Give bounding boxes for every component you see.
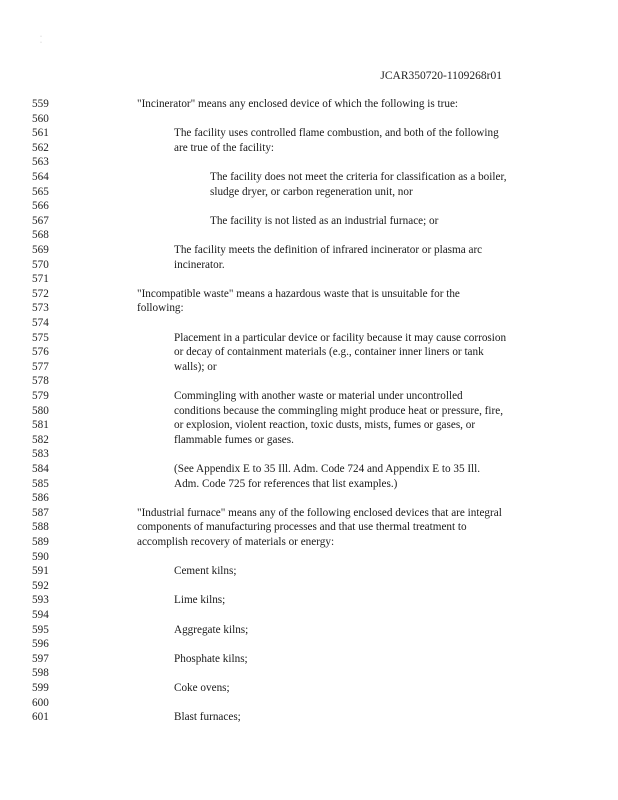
line-text: Lime kilns;: [174, 594, 226, 607]
line-number: 578: [32, 375, 49, 388]
text-line: [0, 214, 618, 229]
text-line: [0, 331, 618, 346]
text-line: [0, 155, 618, 170]
line-number: 574: [32, 317, 49, 329]
line-number: 571: [32, 273, 49, 286]
line-text: Coke ovens;: [174, 682, 230, 694]
line-text: Commingling with another waste or material under uncontrolled: [174, 390, 463, 402]
line-text: The facility is not listed as an industrial furnace; or: [210, 214, 439, 227]
line-text: "Incinerator" means any enclosed device of which the following is true:: [137, 98, 459, 110]
text-line: [0, 652, 618, 667]
line-number: 567: [32, 214, 49, 227]
text-line: [0, 418, 618, 433]
line-number: 563: [32, 156, 49, 169]
line-number: 586: [32, 492, 49, 505]
line-number: 595: [32, 623, 49, 636]
line-text: "Industrial furnace" means any of the following enclosed devices that are integral: [137, 506, 502, 519]
text-line: [0, 170, 618, 185]
line-text: "Incompatible waste" means a hazardous waste that is unsuitable for the: [137, 287, 460, 300]
line-number: 590: [32, 550, 49, 563]
line-number: 591: [32, 565, 49, 578]
line-number: 575: [32, 331, 49, 344]
line-number: 564: [32, 171, 49, 183]
line-number: 560: [32, 112, 49, 125]
line-text: flammable fumes or gases.: [174, 433, 294, 446]
line-number: 598: [32, 667, 49, 680]
text-line: [0, 316, 618, 331]
text-line: [0, 228, 618, 243]
text-line: [0, 637, 618, 652]
text-line: [0, 666, 618, 681]
line-number: 580: [32, 404, 49, 417]
line-text: incinerator.: [174, 258, 225, 271]
line-number: 597: [32, 652, 49, 665]
text-line: [0, 447, 618, 462]
text-line: [0, 491, 618, 506]
line-number: 572: [32, 287, 49, 300]
line-number: 588: [32, 521, 49, 534]
text-line: [0, 126, 618, 141]
text-line: [0, 301, 618, 316]
line-text: following:: [137, 302, 184, 315]
line-text: Aggregate kilns;: [174, 623, 249, 636]
text-line: [0, 520, 618, 535]
line-text: Phosphate kilns;: [174, 652, 248, 665]
line-number: 579: [32, 390, 49, 402]
line-number: 566: [32, 200, 49, 213]
line-number: 559: [32, 98, 49, 110]
text-line: [0, 535, 618, 550]
text-line: [0, 345, 618, 360]
text-line: [0, 696, 618, 711]
text-line: [0, 550, 618, 565]
line-number: 573: [32, 302, 49, 315]
line-number: 582: [32, 433, 49, 446]
line-number: 561: [32, 127, 49, 140]
text-line: [0, 97, 618, 112]
line-number: 584: [32, 463, 49, 475]
document-id: JCAR350720-1109268r01: [380, 70, 502, 82]
text-line: [0, 243, 618, 258]
text-line: [0, 462, 618, 477]
line-number: 599: [32, 682, 49, 694]
line-number: 585: [32, 477, 49, 490]
line-number: 569: [32, 244, 49, 256]
text-line: [0, 477, 618, 492]
text-line: [0, 112, 618, 127]
line-number: 594: [32, 609, 49, 621]
line-number: 568: [32, 229, 49, 242]
text-line: [0, 374, 618, 389]
text-line: [0, 287, 618, 302]
text-line: [0, 623, 618, 638]
line-text: Placement in a particular device or facility because it may cause corrosion: [174, 331, 507, 344]
line-text: conditions because the commingling might produce heat or pressure, fire,: [174, 404, 504, 417]
line-text: (See Appendix E to 35 Ill. Adm. Code 724 and Appendix E to 35 Ill.: [174, 463, 481, 475]
text-line: [0, 579, 618, 594]
text-line: [0, 506, 618, 521]
line-number: 601: [32, 711, 49, 724]
line-number: 570: [32, 258, 49, 271]
scan-artifact: · ·: [40, 34, 60, 46]
text-line: [0, 141, 618, 156]
line-text: are true of the facility:: [174, 141, 275, 154]
line-text: or decay of containment materials (e.g., container inner liners or tank: [174, 346, 484, 359]
text-line: [0, 360, 618, 375]
line-text: sludge dryer, or carbon regeneration unit, nor: [210, 185, 413, 198]
line-number: 596: [32, 638, 49, 651]
line-text: or explosion, violent reaction, toxic dusts, mists, fumes or gases, or: [174, 419, 476, 432]
line-number: 562: [32, 141, 49, 154]
line-number: 592: [32, 579, 49, 592]
line-text: Adm. Code 725 for references that list examples.): [174, 477, 398, 490]
line-number: 576: [32, 346, 49, 359]
text-line: [0, 564, 618, 579]
line-number: 587: [32, 506, 49, 519]
text-line: [0, 199, 618, 214]
text-line: [0, 433, 618, 448]
line-number: 581: [32, 419, 49, 432]
text-line: [0, 593, 618, 608]
line-text: accomplish recovery of materials or energy:: [137, 536, 335, 548]
text-line: [0, 608, 618, 623]
text-line: [0, 258, 618, 273]
line-text: The facility does not meet the criteria for classification as a boiler,: [210, 171, 507, 183]
text-line: [0, 404, 618, 419]
text-line: [0, 710, 618, 725]
text-line: [0, 272, 618, 287]
text-line: [0, 681, 618, 696]
line-number: 593: [32, 594, 49, 607]
line-text: The facility meets the definition of infrared incinerator or plasma arc: [174, 244, 483, 256]
line-number: 583: [32, 448, 49, 461]
line-number: 577: [32, 360, 49, 373]
text-line: [0, 389, 618, 404]
text-line: [0, 185, 618, 200]
line-number: 565: [32, 185, 49, 198]
line-text: components of manufacturing processes and that use thermal treatment to: [137, 521, 467, 534]
line-text: The facility uses controlled flame combustion, and both of the following: [174, 127, 499, 140]
line-number: 589: [32, 536, 49, 548]
line-text: walls); or: [174, 360, 217, 373]
line-text: Blast furnaces;: [174, 711, 241, 724]
line-number: 600: [32, 696, 49, 709]
line-text: Cement kilns;: [174, 565, 237, 578]
